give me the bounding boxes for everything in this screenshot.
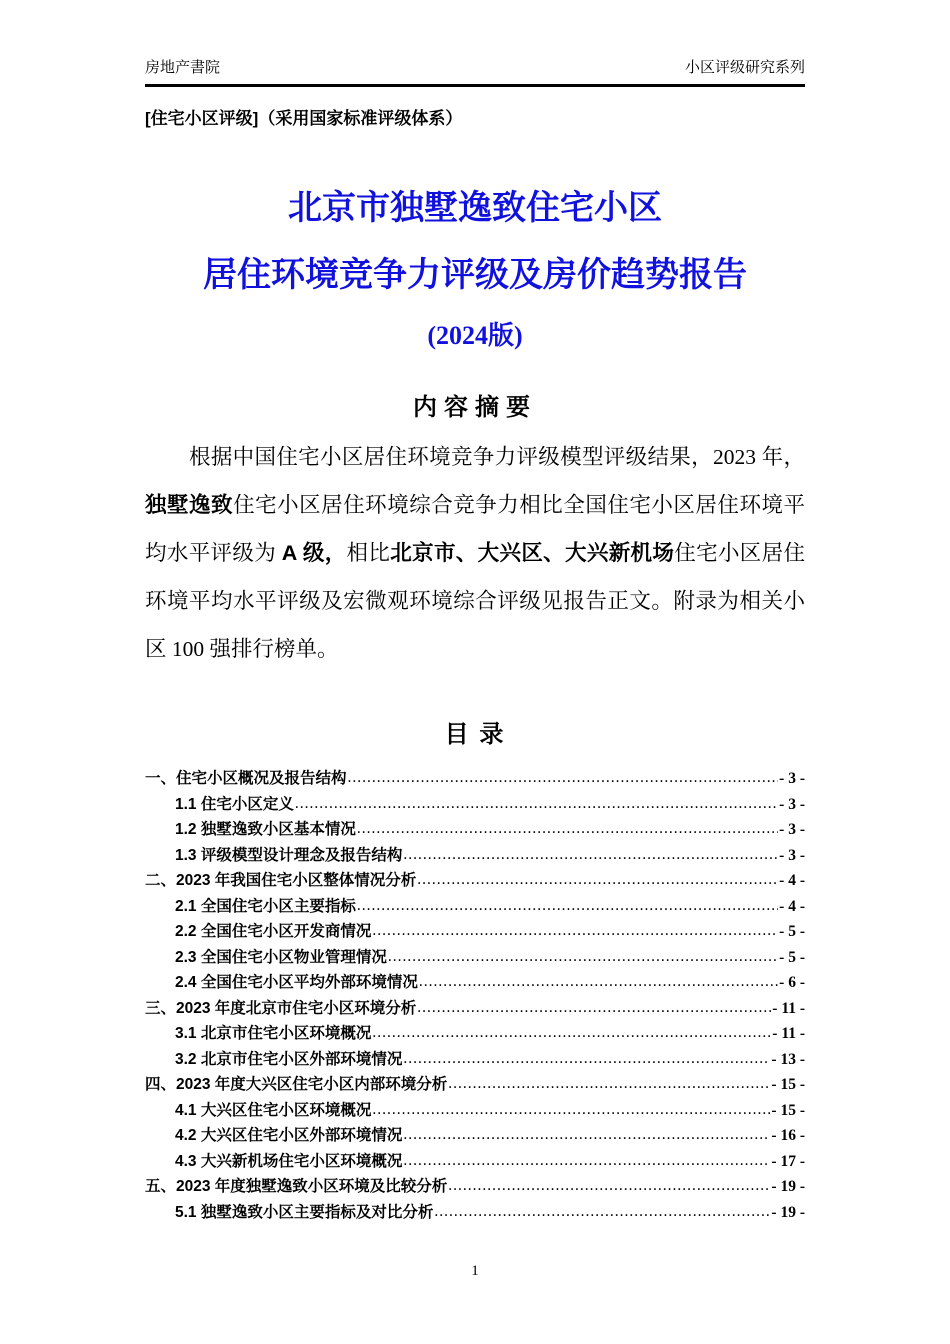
title-block — [145, 191, 805, 349]
toc-item-label: 二、2023 年我国住宅小区整体情况分析 — [145, 872, 417, 889]
toc-heading: 目 录 — [444, 721, 506, 748]
toc-item-label: 三、2023 年度北京市住宅小区环境分析 — [145, 999, 417, 1017]
toc-list — [145, 766, 805, 1225]
toc-item — [145, 1174, 805, 1200]
toc-dot-leader — [403, 1122, 770, 1148]
abstract-segment: 根据中国住宅小区居住环境竞争力评级模型评级结果，2023 年， — [189, 445, 805, 469]
toc-item — [145, 1123, 805, 1149]
toc-item — [145, 792, 805, 818]
toc-item-page: - 16 - — [771, 1127, 805, 1144]
toc-item — [145, 919, 805, 945]
toc-item — [145, 1200, 805, 1226]
toc-item-label: 五、2023 年度独墅逸致小区环境及比较分析 — [145, 1178, 448, 1195]
toc-item-label: 5.1 独墅逸致小区主要指标及对比分析 — [175, 1203, 434, 1221]
toc-item-label: 3.2 北京市住宅小区外部环境情况 — [175, 1050, 403, 1068]
toc-item-page: - 4 - — [779, 897, 805, 915]
toc-dot-leader — [372, 918, 778, 944]
toc-item-label: 1.1 住宅小区定义 — [175, 795, 294, 813]
toc-item-label: 4.3 大兴新机场住宅小区环境概况 — [175, 1152, 403, 1170]
toc-dot-leader — [388, 944, 778, 970]
toc-item-page: - 3 - — [779, 846, 805, 864]
toc-item-label: 一、住宅小区概况及报告结构 — [145, 770, 347, 787]
abstract-bold-segment: 独墅逸致 — [145, 493, 234, 517]
toc-item-page: - 19 - — [771, 1178, 805, 1195]
toc-dot-leader — [372, 1097, 770, 1123]
toc-item-page: - 11 - — [772, 999, 805, 1017]
toc-dot-leader — [419, 969, 778, 995]
abstract-segment: 住宅小区居住环境综合竞争力相比全国住宅小区居住环境平均水平评级为 — [145, 493, 805, 565]
toc-item-page: - 17 - — [771, 1152, 805, 1170]
abstract-bold-segment: A 级， — [281, 541, 347, 565]
toc-item — [145, 945, 805, 971]
toc-item-label: 四、2023 年度大兴区住宅小区内部环境分析 — [145, 1076, 448, 1093]
toc-item — [145, 843, 805, 869]
toc-item-label: 1.3 评级模型设计理念及报告结构 — [175, 846, 403, 864]
abstract-paragraph — [145, 433, 805, 673]
toc-dot-leader — [372, 1020, 771, 1046]
toc-dot-leader — [448, 1173, 770, 1199]
report-title-line1: 北京市独墅逸致住宅小区 — [288, 189, 662, 227]
toc-dot-leader — [295, 791, 778, 817]
toc-item-page: - 15 - — [771, 1076, 805, 1093]
abstract-segment: 住宅小区居住环境平均水平评级及宏微观环境综合评级见报告正文。附录为相关小区 100 强排行榜单。 — [145, 541, 805, 661]
header-left-text: 房地产書院 — [145, 59, 221, 76]
toc-item-page: - 5 - — [779, 948, 805, 966]
abstract-segment: 相比 — [346, 541, 391, 565]
toc-dot-leader — [448, 1071, 770, 1097]
toc-item-page: - 6 - — [779, 974, 805, 991]
toc-item — [145, 1072, 805, 1098]
toc-item-page: - 5 - — [779, 923, 805, 940]
toc-item-page: - 3 - — [779, 795, 805, 813]
toc-dot-leader — [403, 1046, 770, 1072]
toc-item-label: 2.4 全国住宅小区平均外部环境情况 — [175, 974, 418, 991]
toc-item — [145, 1149, 805, 1175]
report-title-line2: 居住环境竞争力评级及房价趋势报告 — [203, 256, 747, 294]
toc-dot-leader — [403, 842, 778, 868]
abstract-bold-segment: 北京市、大兴区、大兴新机场 — [390, 541, 675, 565]
toc-item-page: - 3 - — [779, 770, 805, 787]
toc-item-label: 2.2 全国住宅小区开发商情况 — [175, 923, 372, 940]
toc-item — [145, 868, 805, 894]
toc-item — [145, 894, 805, 920]
toc-item — [145, 817, 805, 843]
toc-item-page: - 11 - — [772, 1025, 805, 1042]
toc-dot-leader — [434, 1199, 770, 1225]
toc-item-page: - 4 - — [779, 872, 805, 889]
toc-item-label: 2.3 全国住宅小区物业管理情况 — [175, 948, 387, 966]
toc-dot-leader — [417, 995, 771, 1021]
toc-item — [145, 1047, 805, 1073]
doc-type-line: [住宅小区评级]（采用国家标准评级体系） — [145, 109, 463, 128]
toc-item-label: 1.2 独墅逸致小区基本情况 — [175, 821, 356, 838]
toc-item — [145, 766, 805, 792]
toc-item-label: 4.1 大兴区住宅小区环境概况 — [175, 1101, 372, 1119]
toc-item — [145, 1098, 805, 1124]
report-title-edition: (2024版) — [427, 321, 523, 350]
toc-item-page: - 19 - — [771, 1203, 805, 1221]
toc-item — [145, 996, 805, 1022]
toc-dot-leader — [357, 893, 778, 919]
abstract-heading: 内容摘要 — [413, 394, 537, 421]
toc-dot-leader — [348, 765, 779, 791]
toc-item-label: 3.1 北京市住宅小区环境概况 — [175, 1025, 372, 1042]
toc-dot-leader — [417, 867, 778, 893]
toc-item-page: - 13 - — [771, 1050, 805, 1068]
toc-item-page: - 3 - — [779, 821, 805, 838]
header-right-text: 小区评级研究系列 — [684, 59, 805, 76]
running-header — [145, 56, 805, 87]
toc-item — [145, 1021, 805, 1047]
toc-dot-leader — [357, 816, 778, 842]
toc-item-label: 2.1 全国住宅小区主要指标 — [175, 897, 356, 915]
toc-item-page: - 15 - — [771, 1101, 805, 1119]
toc-dot-leader — [403, 1148, 770, 1174]
toc-item-label: 4.2 大兴区住宅小区外部环境情况 — [175, 1127, 403, 1144]
toc-item — [145, 970, 805, 996]
page-number: 1 — [471, 1263, 479, 1279]
